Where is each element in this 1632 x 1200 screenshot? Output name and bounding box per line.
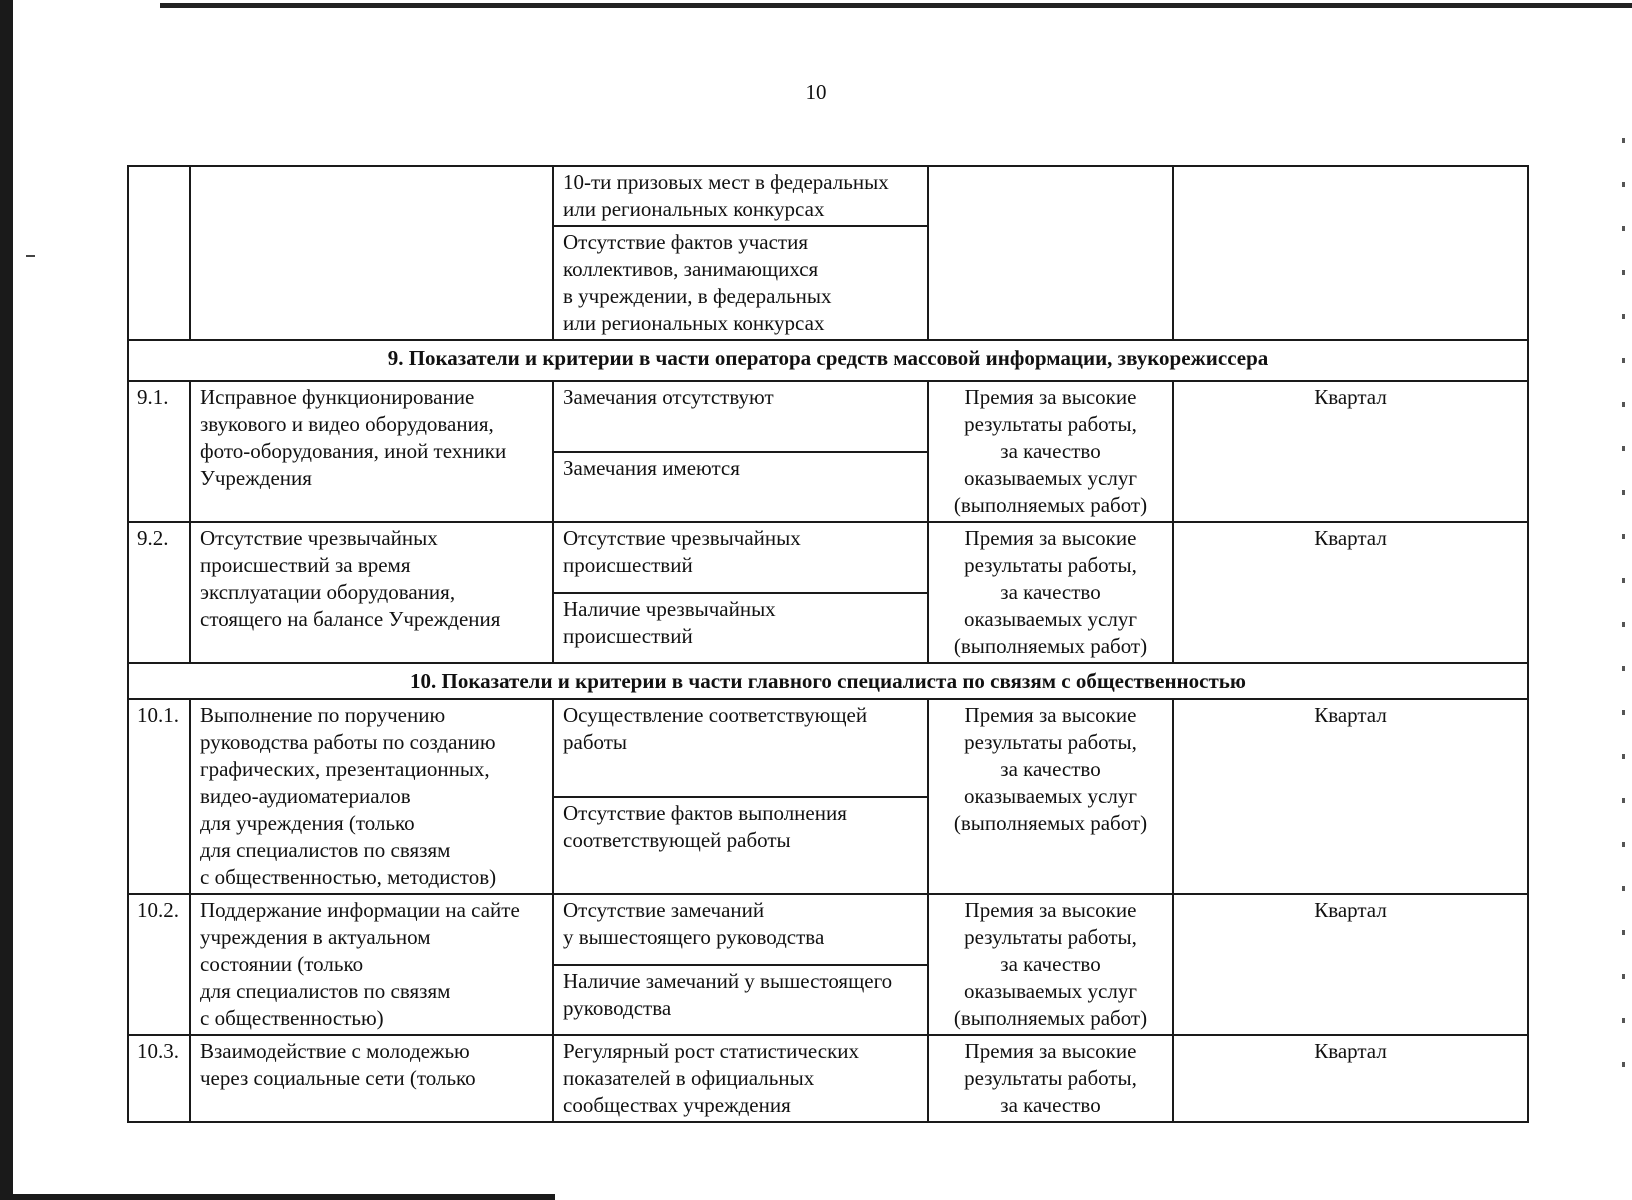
criteria-table <box>127 165 1529 1123</box>
period-cell: Квартал <box>1173 1035 1528 1122</box>
period-cell: Квартал <box>1173 381 1528 522</box>
row-number-cell: 10.1. <box>128 699 190 894</box>
scan-edge-left <box>0 0 13 1200</box>
criterion-cell: Наличие замечаний у вышестоящего руководства <box>553 965 928 1035</box>
table-row <box>128 894 1528 965</box>
scan-mark-left <box>26 255 35 257</box>
criterion-cell: Отсутствие фактов выполнения соответствующей работы <box>553 797 928 895</box>
criterion-cell: Регулярный рост статистических показателей в официальных сообществах учреждения <box>553 1035 928 1122</box>
indicator-cell: Взаимодействие с молодежью через социальные сети (только <box>190 1035 553 1122</box>
period-cell: Квартал <box>1173 894 1528 1035</box>
indicator-cell: Отсутствие чрезвычайных происшествий за время эксплуатации оборудования, стоящего на балансе Учреждения <box>190 522 553 663</box>
section-heading: 10. Показатели и критерии в части главного специалиста по связям с общественностью <box>128 663 1528 699</box>
row-number-cell: 10.2. <box>128 894 190 1035</box>
indicator-cell: Поддержание информации на сайте учреждения в актуальном состоянии (только для специалистов по связям с общественностью) <box>190 894 553 1035</box>
table-row <box>128 381 1528 452</box>
payment-cell: Премия за высокие результаты работы, за качество <box>928 1035 1173 1122</box>
section-heading-row <box>128 340 1528 381</box>
criterion-cell: Замечания имеются <box>553 452 928 522</box>
row-number-cell: 10.3. <box>128 1035 190 1122</box>
criterion-cell: Наличие чрезвычайных происшествий <box>553 593 928 664</box>
row-number-cell <box>128 166 190 340</box>
criterion-cell: Отсутствие чрезвычайных происшествий <box>553 522 928 593</box>
scan-edge-bottom <box>0 1194 555 1200</box>
table-row <box>128 1035 1528 1122</box>
criterion-cell: Отсутствие фактов участия коллективов, занимающихся в учреждении, в федеральных или региональных конкурсах <box>553 226 928 340</box>
criterion-cell: 10-ти призовых мест в федеральных или региональных конкурсах <box>553 166 928 226</box>
criterion-cell: Замечания отсутствуют <box>553 381 928 452</box>
table-row <box>128 699 1528 797</box>
row-number-cell: 9.1. <box>128 381 190 522</box>
section-heading: 9. Показатели и критерии в части оператора средств массовой информации, звукорежиссера <box>128 340 1528 381</box>
table-row <box>128 522 1528 593</box>
criterion-cell: Осуществление соответствующей работы <box>553 699 928 797</box>
period-cell: Квартал <box>1173 699 1528 894</box>
page-number: 10 <box>805 80 827 104</box>
payment-cell: Премия за высокие результаты работы, за качество оказываемых услуг (выполняемых работ) <box>928 522 1173 663</box>
scan-edge-right <box>1622 138 1625 1098</box>
payment-cell: Премия за высокие результаты работы, за качество оказываемых услуг (выполняемых работ) <box>928 894 1173 1035</box>
payment-cell <box>928 166 1173 340</box>
period-cell: Квартал <box>1173 522 1528 663</box>
criterion-cell: Отсутствие замечаний у вышестоящего руководства <box>553 894 928 965</box>
scan-edge-top <box>160 3 1632 8</box>
row-number-cell: 9.2. <box>128 522 190 663</box>
section-heading-row <box>128 663 1528 699</box>
indicator-cell <box>190 166 553 340</box>
indicator-cell: Выполнение по поручению руководства работы по созданию графических, презентационных, видео-аудиоматериалов для учреждения (только для специалистов по связям с общественностью, методистов) <box>190 699 553 894</box>
indicator-cell: Исправное функционирование звукового и видео оборудования, фото-оборудования, иной техники Учреждения <box>190 381 553 522</box>
period-cell <box>1173 166 1528 340</box>
payment-cell: Премия за высокие результаты работы, за качество оказываемых услуг (выполняемых работ) <box>928 699 1173 894</box>
payment-cell: Премия за высокие результаты работы, за качество оказываемых услуг (выполняемых работ) <box>928 381 1173 522</box>
table-row <box>128 166 1528 226</box>
